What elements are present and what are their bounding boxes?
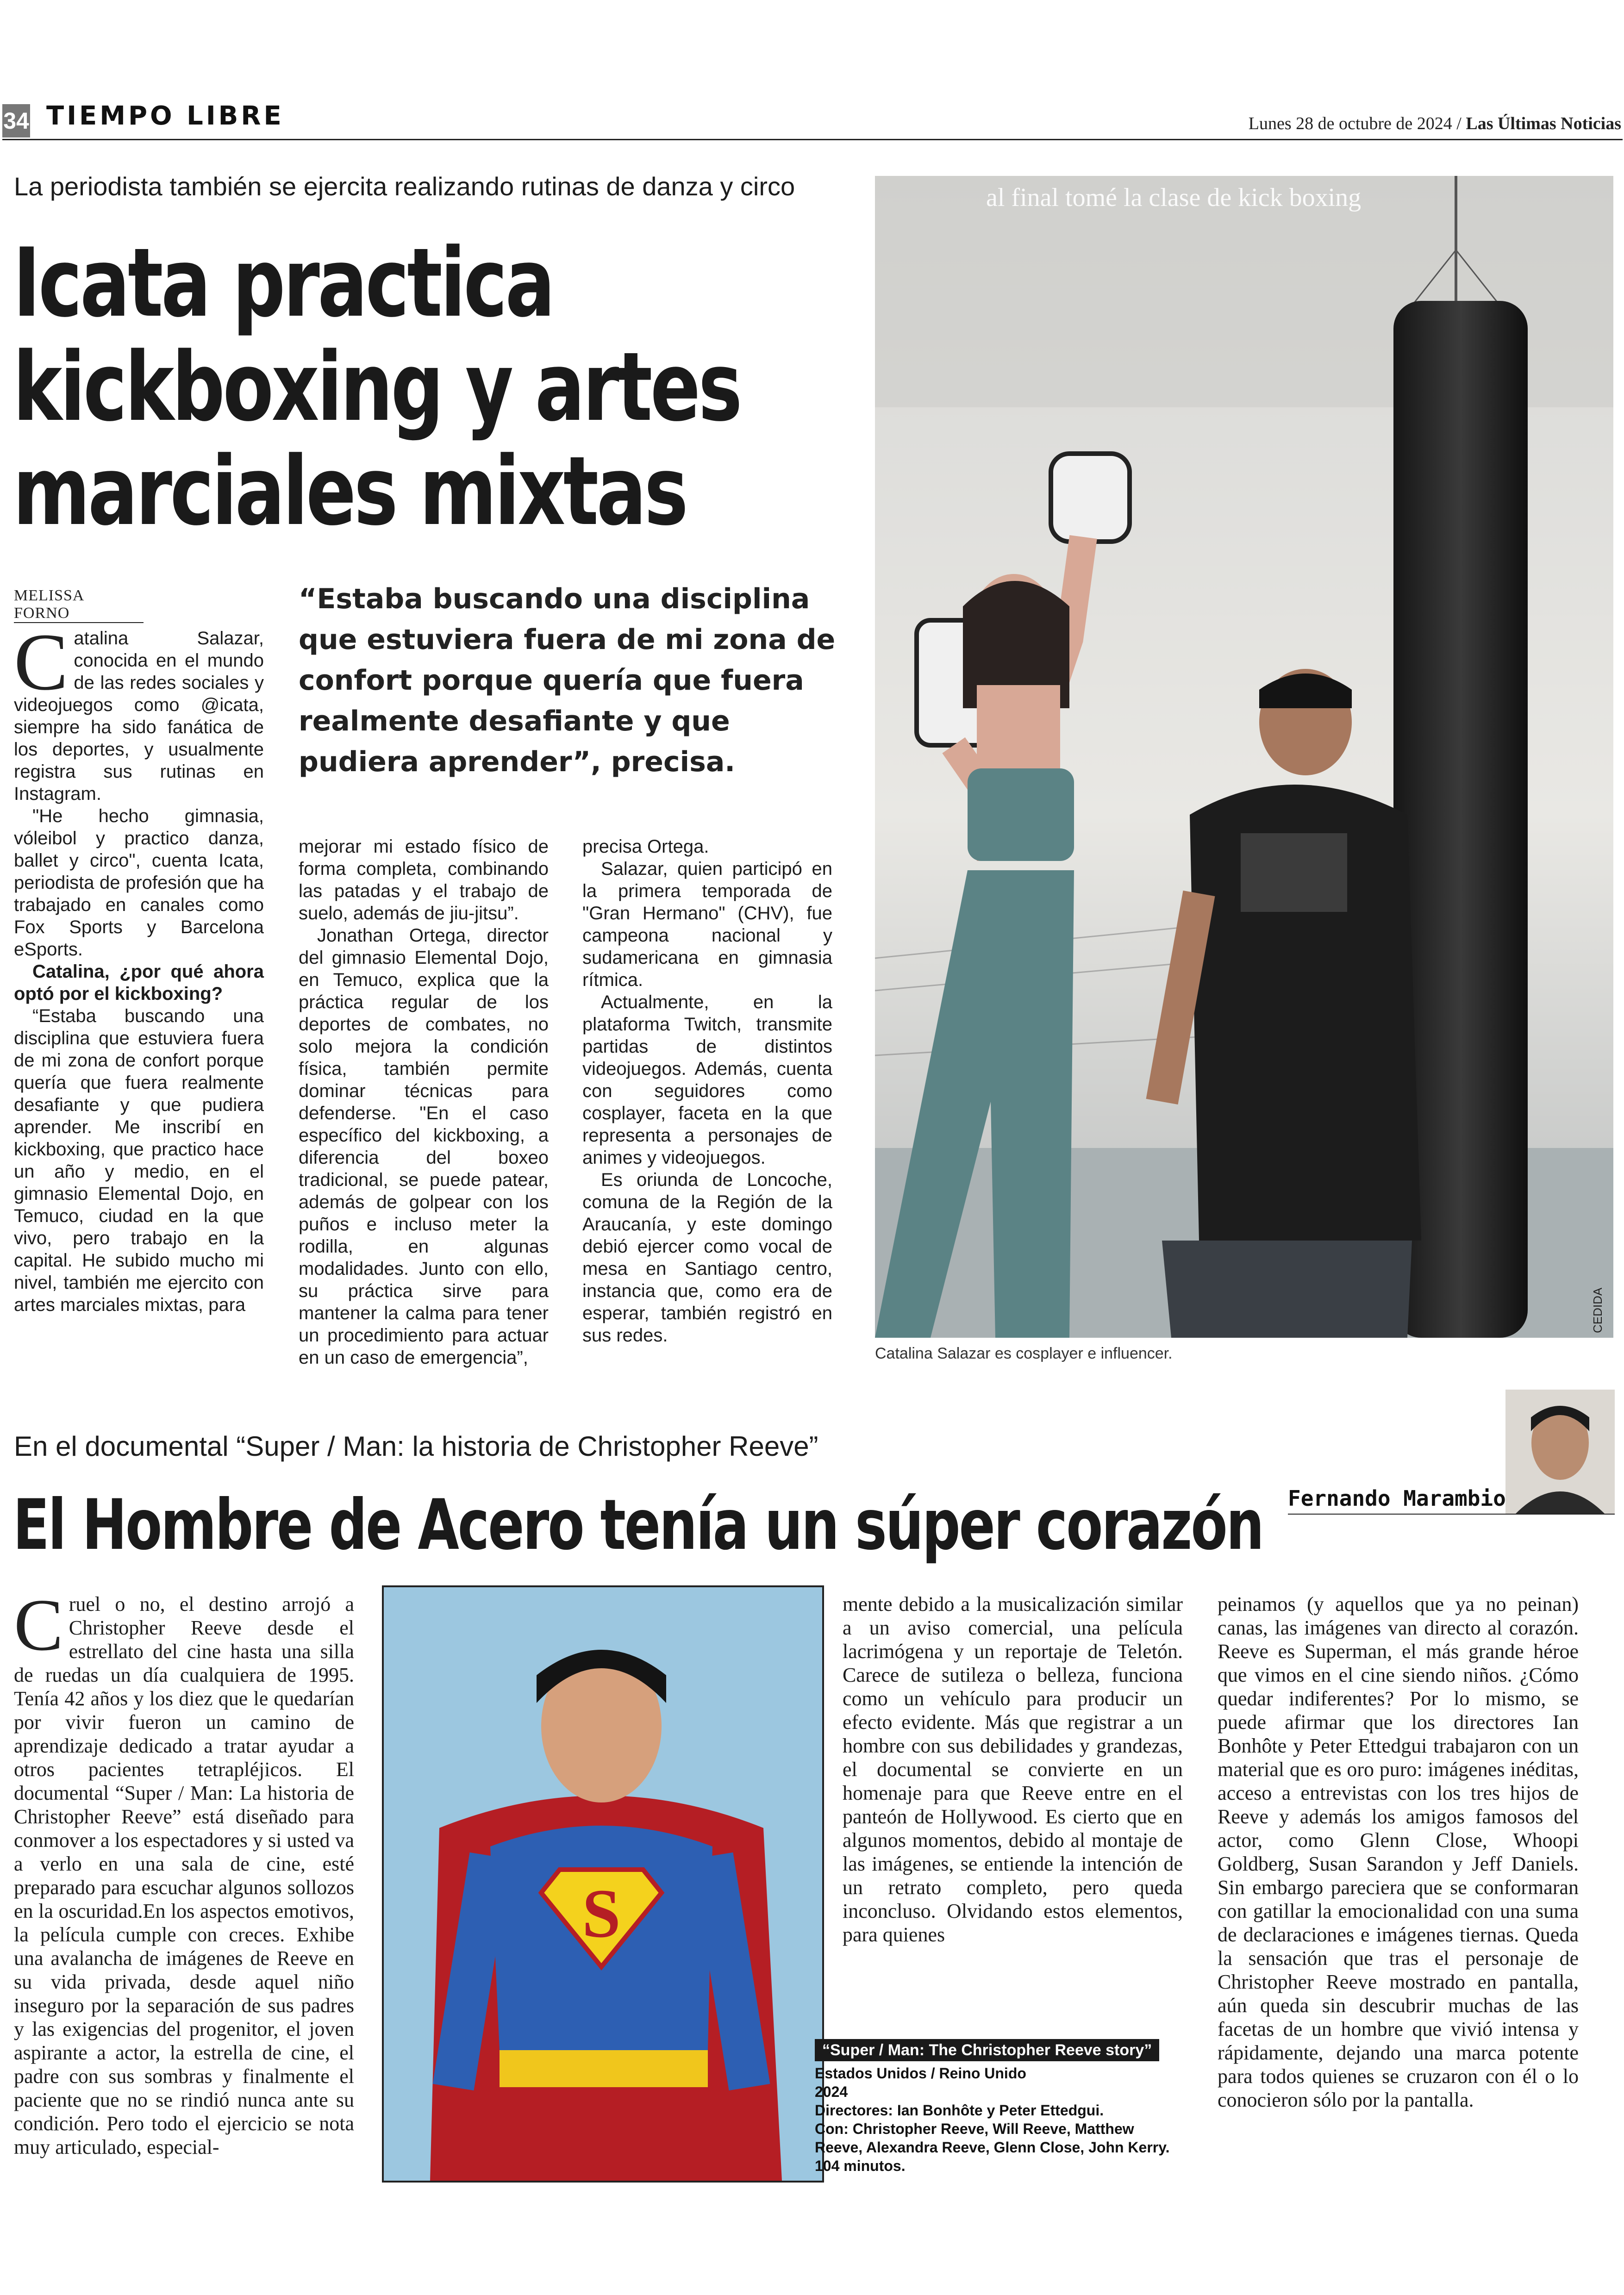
film-factbox xyxy=(815,2039,1185,2175)
photo-overlay-text: al final tomé la clase de kick boxing xyxy=(986,183,1362,212)
factbox-runtime: 104 minutos. xyxy=(815,2158,906,2174)
paragraph: peinamos (y aquellos que ya no peinan) canas, las imágenes van directo al corazón. Reeve es Superman, el más grande héroe que vimos en el cine siendo niños. ¿Cómo quedar indiferentes? Por lo mismo, se puede afirmar que los directores Ian Bonhôte y Peter Ettedgui trabajaron con un material que es oro puro: imágenes inéditas, acceso a entrevistas con los tres hijos de Reeve y además los amigos famosos del actor, como Glenn Close, Whoopi Goldberg, Susan Sarandon y Jeff Daniels. Sin embargo pareciera que se conformaran con gatillar la emocionalidad con una suma de declaraciones e imágenes tiernas. Queda la sensación que tras el personaje de Christopher Reeve mostrado en pantalla, aún queda sin descubrir muchas de las facetas de un hombre que vivió intensa y rápidamente, dejando una marca potente para todos quienes se cruzaron con él o lo conocieron sólo por la pantalla. xyxy=(1218,1593,1579,2111)
author-rule xyxy=(1288,1514,1615,1515)
issue-date: Lunes 28 de octubre de 2024 xyxy=(1248,114,1452,133)
article2-column-1 xyxy=(14,1584,354,2159)
header-dateline xyxy=(1249,113,1621,134)
photo-credit: CEDIDA xyxy=(1591,1287,1605,1333)
paragraph: atalina Salazar, conocida en el mundo de las redes sociales y videojuegos como @icata, siempre ha sido fanática de los deportes, y usualmente registra sus rutinas en Instagram. xyxy=(14,628,264,804)
paragraph: mente debido a la musicalización similar a un aviso comercial, una película lacrimógena y un reportaje de Teletón. Carece de sutileza o belleza, funciona como un vehículo para producir un efecto evidente. Más que registrar a un hombre con sus debilidades y grandezas, el documental se convierte en un homenaje para que Reeve entre en el panteón de Hollywood. Es cierto que en algunos momentos, debido al montaje de las imágenes, se entiende la intención de un retrato completo, pero queda inconcluso. Olvidando estos elementos, para quienes xyxy=(843,1593,1183,1946)
dropcap: C xyxy=(14,1584,63,1666)
page-number: 34 xyxy=(2,104,30,137)
headline-line: marciales mixtas xyxy=(13,437,687,547)
factbox-country: Estados Unidos / Reino Unido xyxy=(815,2065,1026,2082)
paragraph: ruel o no, el destino arrojó a Christopher Reeve desde el estrellato del cine hasta una silla de ruedas un día cualquiera de 1995. Tenía 42 años y los diez que le quedarían por vivir fueron un camino de aprendizaje dedicado a tratar ayudar a otros pacientes tetrapléjicos. El documental “Super / Man: La historia de Christopher Reeve” está diseñado para conmover a los espectadores y si usted va a verlo en una sala de cine, esté preparado para escuchar algunos sollozos en la oscuridad.En los aspectos emotivos, la película cumple con creces. Exhibe una avalancha de imágenes de Reeve en su vida privada, desde aquel niño inseguro por la separación de sus padres y las exigencias del progenitor, el joven aspirante a actor, la estrella de cine, el padre con sus sombras y finalmente el paciente que no se rindió nunca ante su condición. Pero todo el ejercicio se nota muy articulado, especial- xyxy=(14,1593,354,2158)
paragraph: Jonathan Ortega, director del gimnasio Elemental Dojo, en Temuco, explica que la práctica regular de los deportes de combates, no solo mejora la condición física, también permite dominar técnicas para defenderse. "En el caso específico del kickboxing, a diferencia del boxeo tradicional, se puede patear, además de golpear con los puños e incluso meter la rodilla, en algunas modalidades. Junto con ello, su práctica sirve para mantener la calma para tener un procedimiento para actuar en un caso de emergencia”, xyxy=(299,925,549,1368)
paragraph: "He hecho gimnasia, vóleibol y practico danza, ballet y circo", cuenta Icata, periodista de profesión que ha trabajado en canales como Fox Sports y Barcelona eSports. xyxy=(14,806,264,960)
author-name: Fernando Marambio xyxy=(1288,1486,1506,1511)
paragraph: “Estaba buscando una disciplina que estuviera fuera de mi zona de confort porque quería que fuera realmente desafiante y que pudiera aprender. Me inscribí en kickboxing, que practico hace un año y medio, en el gimnasio Elemental Dojo, en Temuco, ciudad en la que vivo, pero trabajo en la capital. He subido mucho mi nivel, también me ejercito con artes marciales mixtas, para xyxy=(14,1006,264,1315)
interview-question: Catalina, ¿por qué ahora optó por el kickboxing? xyxy=(14,961,264,1004)
article2-kicker: En el documental “Super / Man: la historia de Christopher Reeve” xyxy=(14,1431,818,1462)
article2-column-3 xyxy=(1218,1592,1579,2112)
article1-kicker: La periodista también se ejercita realizando rutinas de danza y circo xyxy=(14,172,795,201)
headline-line: kickboxing y artes xyxy=(13,332,740,443)
article1-column-2 xyxy=(299,836,549,1369)
article2-column-2 xyxy=(843,1592,1183,1946)
article1-byline: MELISSA FORNO xyxy=(14,587,144,623)
paragraph: Es oriunda de Loncoche, comuna de la Región de la Araucanía, y este domingo debió ejercer como vocal de mesa en Santiago centro, instancia que, como era de esperar, también registró en sus redes. xyxy=(582,1170,832,1346)
dateline-separator: / xyxy=(1452,114,1466,133)
paragraph: precisa Ortega. xyxy=(582,836,709,857)
factbox-cast: Con: Christopher Reeve, Will Reeve, Matthew Reeve, Alexandra Reeve, Glenn Close, John Kerry. xyxy=(815,2120,1170,2156)
author-photo xyxy=(1505,1390,1615,1515)
kickboxing-photo xyxy=(875,176,1613,1338)
headline-line: Icata practica xyxy=(13,228,553,338)
article1-pullquote: “Estaba buscando una disciplina que estuviera fuera de mi zona de confort porque quería que fuera realmente desafiante y que pudiera aprender”, precisa. xyxy=(299,583,836,778)
factbox-title: “Super / Man: The Christopher Reeve story” xyxy=(815,2039,1159,2061)
article1-headline xyxy=(13,228,945,547)
article1-column-1 xyxy=(14,617,264,1316)
factbox-year: 2024 xyxy=(815,2083,848,2100)
paragraph: Salazar, quien participó en la primera temporada de "Gran Hermano" (CHV), fue campeona nacional y sudamericana en gimnasia rítmica. xyxy=(582,859,832,990)
header-rule xyxy=(2,139,1623,140)
factbox-directors: Directores: Ian Bonhôte y Peter Ettedgui. xyxy=(815,2102,1104,2119)
svg-text:S: S xyxy=(582,1875,621,1952)
paragraph: Actualmente, en la plataforma Twitch, transmite partidas de distintos videojuegos. Además, cuenta con seguidores como cosplayer, faceta en la que representa a personajes de animes y videojuegos. xyxy=(582,992,832,1168)
dropcap: C xyxy=(14,617,69,707)
section-name: TIEMPO LIBRE xyxy=(46,101,284,131)
photo-caption: Catalina Salazar es cosplayer e influencer. xyxy=(875,1345,1173,1362)
superman-photo xyxy=(382,1585,824,2183)
paragraph: mejorar mi estado físico de forma completa, combinando las patadas y el trabajo de suelo, además de jiu-jitsu”. xyxy=(299,836,549,923)
article2-headline: El Hombre de Acero tenía un súper corazón xyxy=(13,1485,1263,1565)
publication-name: Las Últimas Noticias xyxy=(1466,114,1621,133)
article1-column-3 xyxy=(582,836,832,1347)
